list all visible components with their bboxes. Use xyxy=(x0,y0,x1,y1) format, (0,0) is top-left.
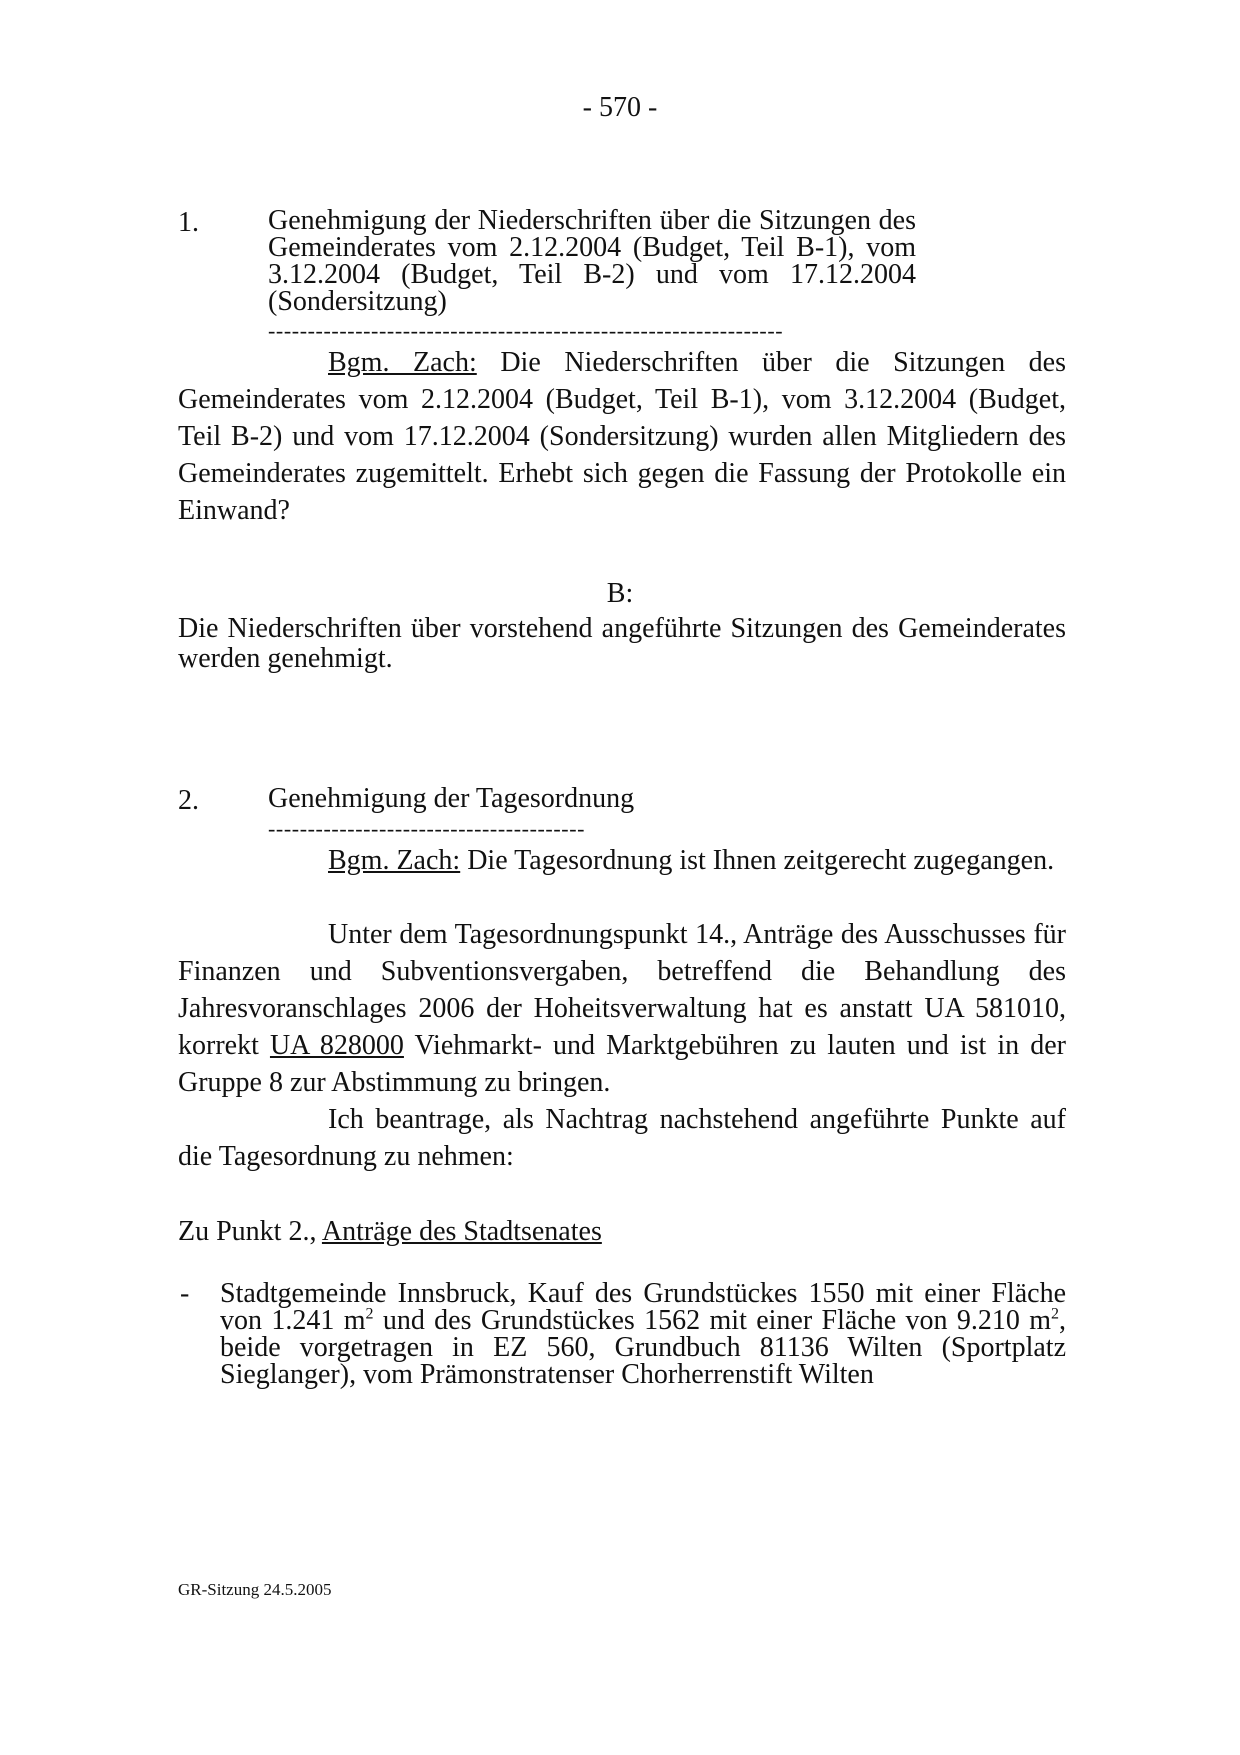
point-title: Anträge des Stadtsenates xyxy=(321,1216,602,1247)
resolution-text: Die Niederschriften über vorstehend angeführte Sitzungen des Gemeinderates werden genehmigt. xyxy=(178,613,1066,674)
bullet-text-part2: und des Grundstückes 1562 mit einer Fläche von 9.210 m xyxy=(373,1305,1051,1336)
item-1-statement-text: Die Niederschriften über die Sitzungen des Gemeinderates vom 2.12.2004 (Budget, Teil B-1), vom 3.12.2004 (Budget, Teil B-2) und vom 17.12.2004 (Sondersitzung) wurden allen Mitgliedern des Gemeinderates zugemittelt. Erhebt sich gegen die Fassung der Protokolle ein Einwand? xyxy=(178,347,1066,526)
item-2-paragraph-agenda-correction xyxy=(178,916,1066,1101)
page-number: - 570 - xyxy=(582,92,658,123)
item-2-paragraph-addendum: Ich beantrage, als Nachtrag nachstehend angeführte Punkte auf die Tagesordnung zu nehmen: xyxy=(178,1104,1066,1172)
bullet-text-part1: Stadtgemeinde Innsbruck, Kauf des Grundstückes 1550 mit einer Fläche von 1.241 m xyxy=(220,1278,1066,1336)
item-1-number: 1. xyxy=(178,207,199,238)
item-1-title: Genehmigung der Niederschriften über die Sitzungen des Gemeinderates vom 2.12.2004 (Budget, Teil B-1), vom 3.12.2004 (Budget, Teil B-2) und vom 17.12.2004 (Sondersitzung) xyxy=(268,205,916,317)
superscript: 2 xyxy=(365,1305,374,1323)
item-1-statement xyxy=(178,344,1066,529)
item-2-title: Genehmigung der Tagesordnung xyxy=(268,783,635,814)
correction-text-before: Unter dem Tagesordnungspunkt 14., Anträge des Ausschusses für Finanzen und Subventionsvergaben, betreffend die Behandlung des Jahresvoranschlages 2006 der Hoheitsverwaltung hat es anstatt UA 581010, korrekt xyxy=(178,919,1066,1061)
bullet-item xyxy=(220,1280,1066,1388)
item-2-statement-text: Die Tagesordnung ist Ihnen zeitgerecht zugegangen. xyxy=(460,845,1055,876)
speaker-label: Bgm. Zach: xyxy=(328,845,461,876)
superscript: 2 xyxy=(1051,1305,1059,1323)
item-2-statement xyxy=(178,842,1066,879)
point-prefix: Zu Punkt 2., xyxy=(178,1216,322,1247)
bullet-text-part3: , beide vorgetragen in EZ 560, Grundbuch 81136 Wilten (Sportplatz Sieglanger), vom Prämonstratenser Chorherrenstift Wilten xyxy=(220,1305,1066,1390)
point-heading xyxy=(178,1213,1066,1250)
item-2-number: 2. xyxy=(178,785,199,816)
footer-session-date: GR-Sitzung 24.5.2005 xyxy=(178,1580,332,1599)
bullet-dash: - xyxy=(180,1278,190,1309)
speaker-label: Bgm. Zach: xyxy=(328,347,477,378)
item-1-separator: ----------------------------------------------------------------- xyxy=(268,318,784,343)
correction-text-after: Viehmarkt- und Marktgebühren zu lauten und ist in der Gruppe 8 zur Abstimmung zu bringen. xyxy=(178,1030,1067,1098)
resolution-label: B: xyxy=(606,578,634,609)
correction-ua-number: UA 828000 xyxy=(269,1030,404,1061)
item-2-separator: ---------------------------------------- xyxy=(268,816,586,841)
